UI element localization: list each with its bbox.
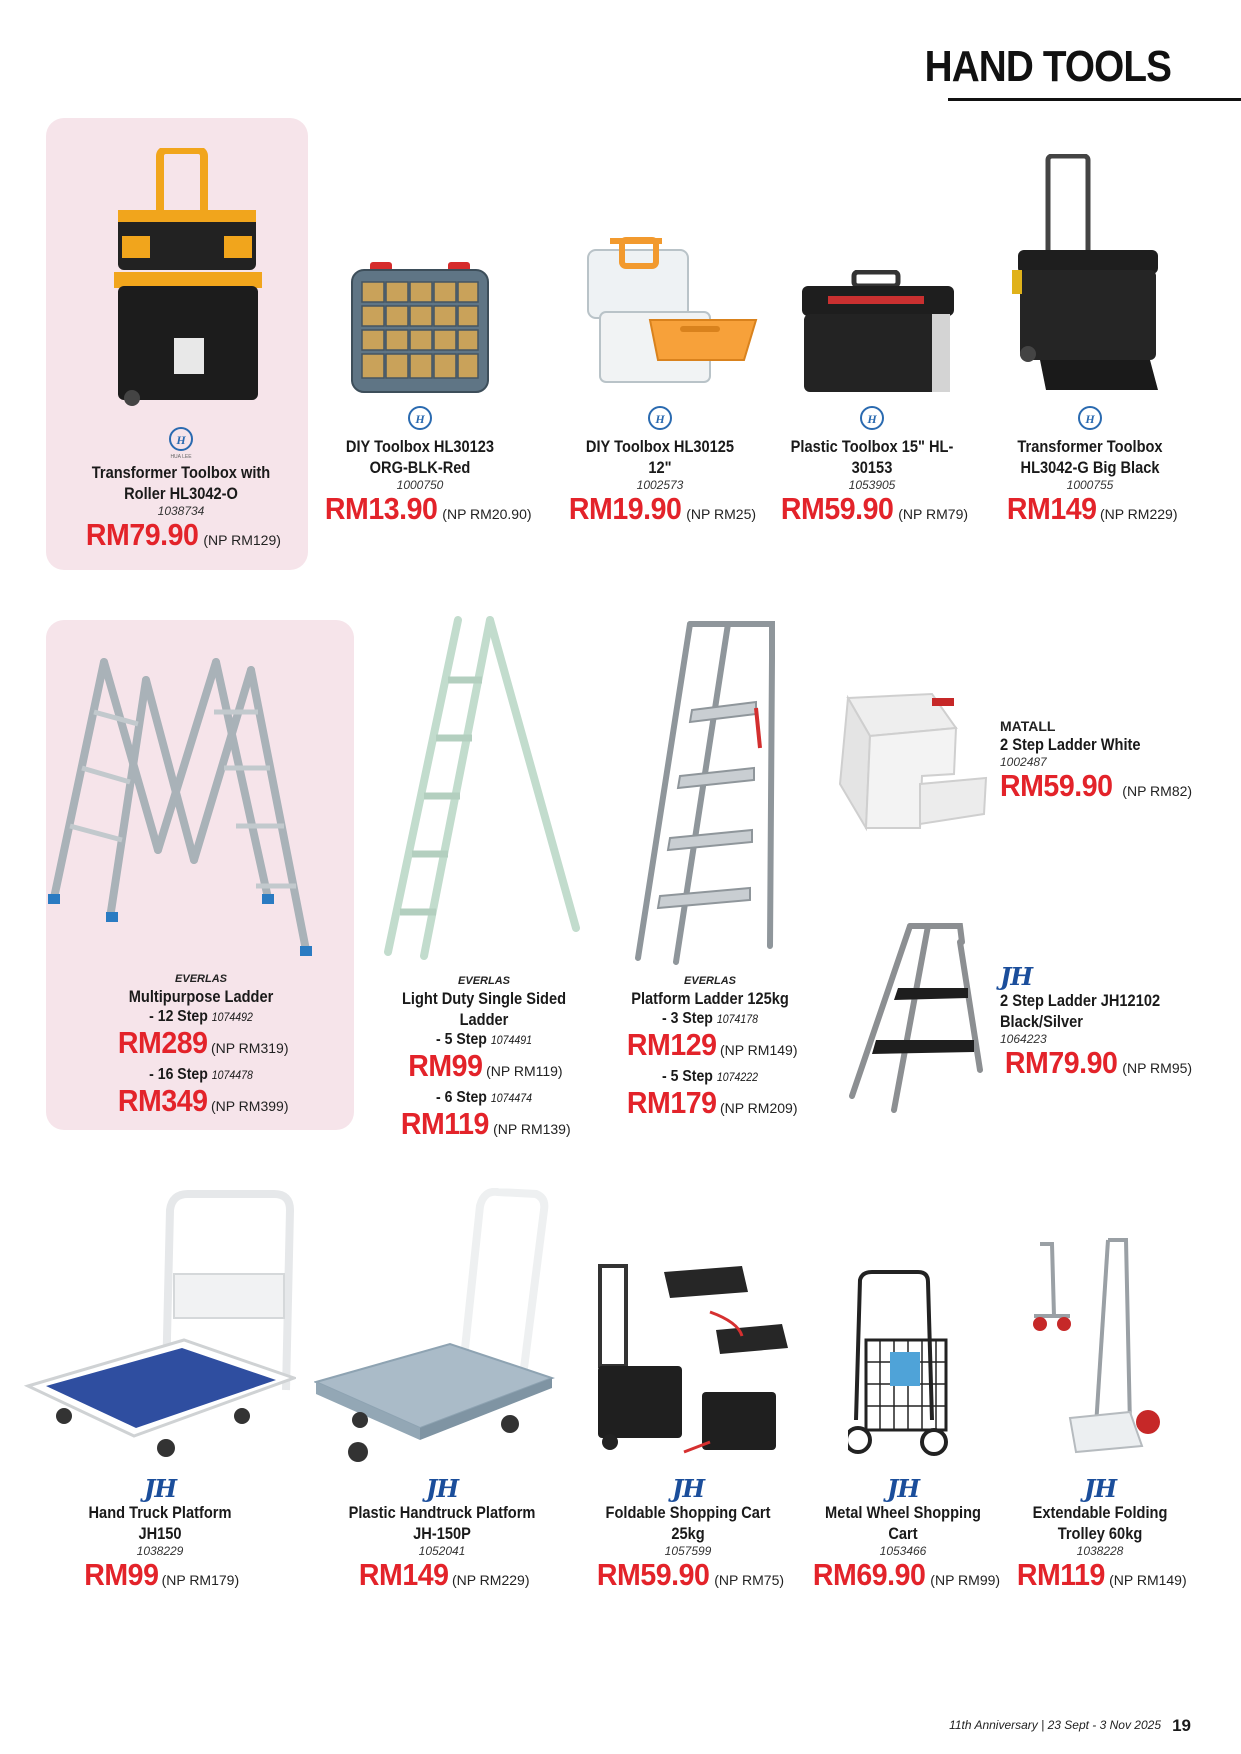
everlas-logo: EVERLAS <box>684 975 736 987</box>
normal-price: (NP RM25) <box>686 506 757 522</box>
product-image-metal-wheel-shopping-cart[interactable] <box>848 1270 954 1460</box>
variant-16-step: - 16 Step 1074478 <box>149 1066 253 1083</box>
variant-3-step: - 3 Step 1074178 <box>662 1010 758 1027</box>
svg-text:H: H <box>655 412 665 426</box>
product-image-foldable-shopping-cart[interactable] <box>592 1262 808 1460</box>
normal-price: (NP RM209) <box>719 1100 798 1116</box>
svg-text:H: H <box>1085 412 1095 426</box>
product-price: RM59.90 <box>1000 768 1113 803</box>
product-info-plastic-handtruck-platform <box>322 1476 562 1597</box>
product-image-2-step-ladder-jh[interactable] <box>848 920 984 1114</box>
product-code: 1038229 <box>136 1544 184 1558</box>
product-name: DIY Toolbox HL30123 ORG-BLK-Red <box>345 437 495 477</box>
product-price: RM129 <box>626 1027 717 1062</box>
product-name: Extendable Folding Trolley 60kg <box>1032 1503 1168 1543</box>
svg-text:H: H <box>415 412 425 426</box>
normal-price: (NP RM179) <box>161 1572 240 1588</box>
product-price: RM99 <box>408 1048 483 1083</box>
product-info-2-step-ladder-jh <box>1000 964 1230 1085</box>
product-price: RM59.90 <box>780 491 894 526</box>
product-info-diy-toolbox-organizer <box>320 404 532 531</box>
jh-logo: JH <box>671 1474 705 1503</box>
product-code: 1052041 <box>418 1544 466 1558</box>
svg-text:H: H <box>867 412 877 426</box>
jh-logo: JH <box>1000 962 1033 991</box>
product-code: 1053466 <box>879 1544 927 1558</box>
product-name: DIY Toolbox HL30125 12" <box>585 437 735 477</box>
product-image-hand-truck-platform[interactable] <box>24 1190 296 1458</box>
jh-logo: JH <box>425 1474 459 1503</box>
product-name: Multipurpose Ladder <box>128 987 274 1006</box>
hua-lee-logo-icon <box>642 404 678 434</box>
hua-lee-logo-icon <box>1072 404 1108 434</box>
product-name: Light Duty Single Sided Ladder <box>401 989 567 1029</box>
normal-price: (NP RM139) <box>493 1121 571 1137</box>
svg-text:H: H <box>176 433 186 447</box>
product-name: Plastic Handtruck Platform JH-150P <box>348 1503 536 1543</box>
normal-price: (NP RM319) <box>210 1040 289 1056</box>
normal-price: (NP RM82) <box>1122 783 1193 799</box>
product-image-transformer-toolbox-black[interactable] <box>1010 154 1170 398</box>
product-image-single-sided-ladder[interactable] <box>380 616 580 970</box>
product-info-metal-wheel-shopping-cart <box>808 1474 1001 1597</box>
product-image-platform-ladder[interactable] <box>632 618 780 970</box>
product-code: 1064223 <box>1000 1032 1047 1046</box>
product-code: 1057599 <box>664 1544 712 1558</box>
hua-lee-logo-icon <box>854 404 890 434</box>
normal-price: (NP RM399) <box>210 1098 289 1114</box>
product-info-single-sided-ladder <box>364 974 604 1146</box>
product-name: 2 Step Ladder White <box>1000 735 1141 754</box>
jh-logo: JH <box>886 1474 920 1503</box>
page-number: 19 <box>1172 1716 1191 1735</box>
product-image-2-step-ladder-white[interactable] <box>836 688 988 852</box>
product-price: RM69.90 <box>812 1557 926 1592</box>
everlas-logo: EVERLAS <box>175 973 227 985</box>
product-name: Transformer Toolbox with Roller HL3042-O <box>91 463 271 503</box>
product-info-2-step-ladder-white <box>1000 718 1230 808</box>
product-price: RM79.90 <box>1004 1045 1118 1080</box>
product-info-multipurpose-ladder <box>86 972 316 1123</box>
variant-5-step: - 5 Step 1074222 <box>662 1068 758 1085</box>
product-code: 1002573 <box>636 478 684 492</box>
page-title: HAND TOOLS <box>924 42 1171 91</box>
product-name: Transformer Toolbox HL3042-G Big Black <box>1017 437 1163 477</box>
normal-price: (NP RM119) <box>486 1063 563 1079</box>
hua-lee-logo-icon <box>163 424 199 460</box>
variant-6-step: - 6 Step 1074474 <box>436 1089 532 1106</box>
product-price: RM79.90 <box>85 517 199 552</box>
product-code: 1038734 <box>157 504 205 518</box>
product-image-extendable-folding-trolley[interactable] <box>1030 1236 1160 1456</box>
product-info-foldable-shopping-cart <box>588 1476 788 1597</box>
product-info-extendable-folding-trolley <box>1000 1476 1200 1597</box>
product-price: RM19.90 <box>568 491 682 526</box>
normal-price: (NP RM229) <box>1099 506 1178 522</box>
normal-price: (NP RM149) <box>1109 1572 1187 1588</box>
normal-price: (NP RM99) <box>930 1572 1001 1588</box>
normal-price: (NP RM149) <box>719 1042 798 1058</box>
hua-lee-wordmark: HUA LEE <box>170 454 192 460</box>
footer-text: 11th Anniversary | 23 Sept - 3 Nov 2025 <box>949 1718 1161 1732</box>
product-info-diy-toolbox-clear <box>560 404 760 531</box>
product-info-platform-ladder <box>610 974 810 1125</box>
product-price: RM99 <box>84 1557 159 1592</box>
product-price: RM119 <box>401 1106 490 1141</box>
product-code: 1038228 <box>1076 1544 1124 1558</box>
product-name: Metal Wheel Shopping Cart <box>825 1503 981 1543</box>
product-price: RM349 <box>117 1083 208 1118</box>
product-name: Platform Ladder 125kg <box>631 989 789 1008</box>
product-image-diy-toolbox-organizer[interactable] <box>350 262 490 394</box>
jh-logo: JH <box>1083 1474 1117 1503</box>
product-price: RM13.90 <box>324 491 438 526</box>
normal-price: (NP RM79) <box>898 506 969 522</box>
variant-5-step: - 5 Step 1074491 <box>436 1031 532 1048</box>
product-info-hand-truck-platform <box>60 1476 260 1597</box>
normal-price: (NP RM229) <box>451 1572 530 1588</box>
matall-logo: MATALL <box>1000 718 1056 734</box>
product-code: 1000755 <box>1066 478 1114 492</box>
normal-price: (NP RM75) <box>714 1572 785 1588</box>
product-name: Foldable Shopping Cart 25kg <box>605 1503 771 1543</box>
product-code: 1002487 <box>1000 755 1047 769</box>
product-name: Hand Truck Platform JH150 <box>88 1503 232 1543</box>
variant-12-step: - 12 Step 1074492 <box>149 1008 253 1025</box>
product-info-plastic-toolbox-15 <box>772 404 972 531</box>
product-name: Plastic Toolbox 15" HL-30153 <box>790 437 954 477</box>
product-price: RM59.90 <box>596 1557 710 1592</box>
everlas-logo: EVERLAS <box>458 975 510 987</box>
product-code: 1000750 <box>396 478 444 492</box>
product-image-transformer-toolbox-roller[interactable] <box>110 148 270 410</box>
normal-price: (NP RM95) <box>1122 1060 1193 1076</box>
product-price: RM149 <box>1006 491 1097 526</box>
hua-lee-logo-icon <box>402 404 438 434</box>
product-price: RM179 <box>626 1085 717 1120</box>
product-name: 2 Step Ladder JH12102 Black/Silver <box>1000 991 1161 1031</box>
product-image-multipurpose-ladder[interactable] <box>46 650 356 970</box>
normal-price: (NP RM129) <box>203 532 281 548</box>
product-price: RM119 <box>1017 1557 1106 1592</box>
product-price: RM289 <box>117 1025 208 1060</box>
product-info-transformer-toolbox-black <box>990 404 1190 531</box>
product-price: RM149 <box>358 1557 449 1592</box>
normal-price: (NP RM20.90) <box>442 506 532 522</box>
jh-logo: JH <box>143 1474 177 1503</box>
product-info-transformer-toolbox-roller <box>66 424 296 557</box>
product-image-plastic-handtruck-platform[interactable] <box>314 1188 562 1466</box>
product-image-diy-toolbox-clear[interactable] <box>580 230 760 390</box>
title-rule <box>948 98 1241 101</box>
product-image-plastic-toolbox-15[interactable] <box>798 270 958 396</box>
product-code: 1053905 <box>848 478 896 492</box>
